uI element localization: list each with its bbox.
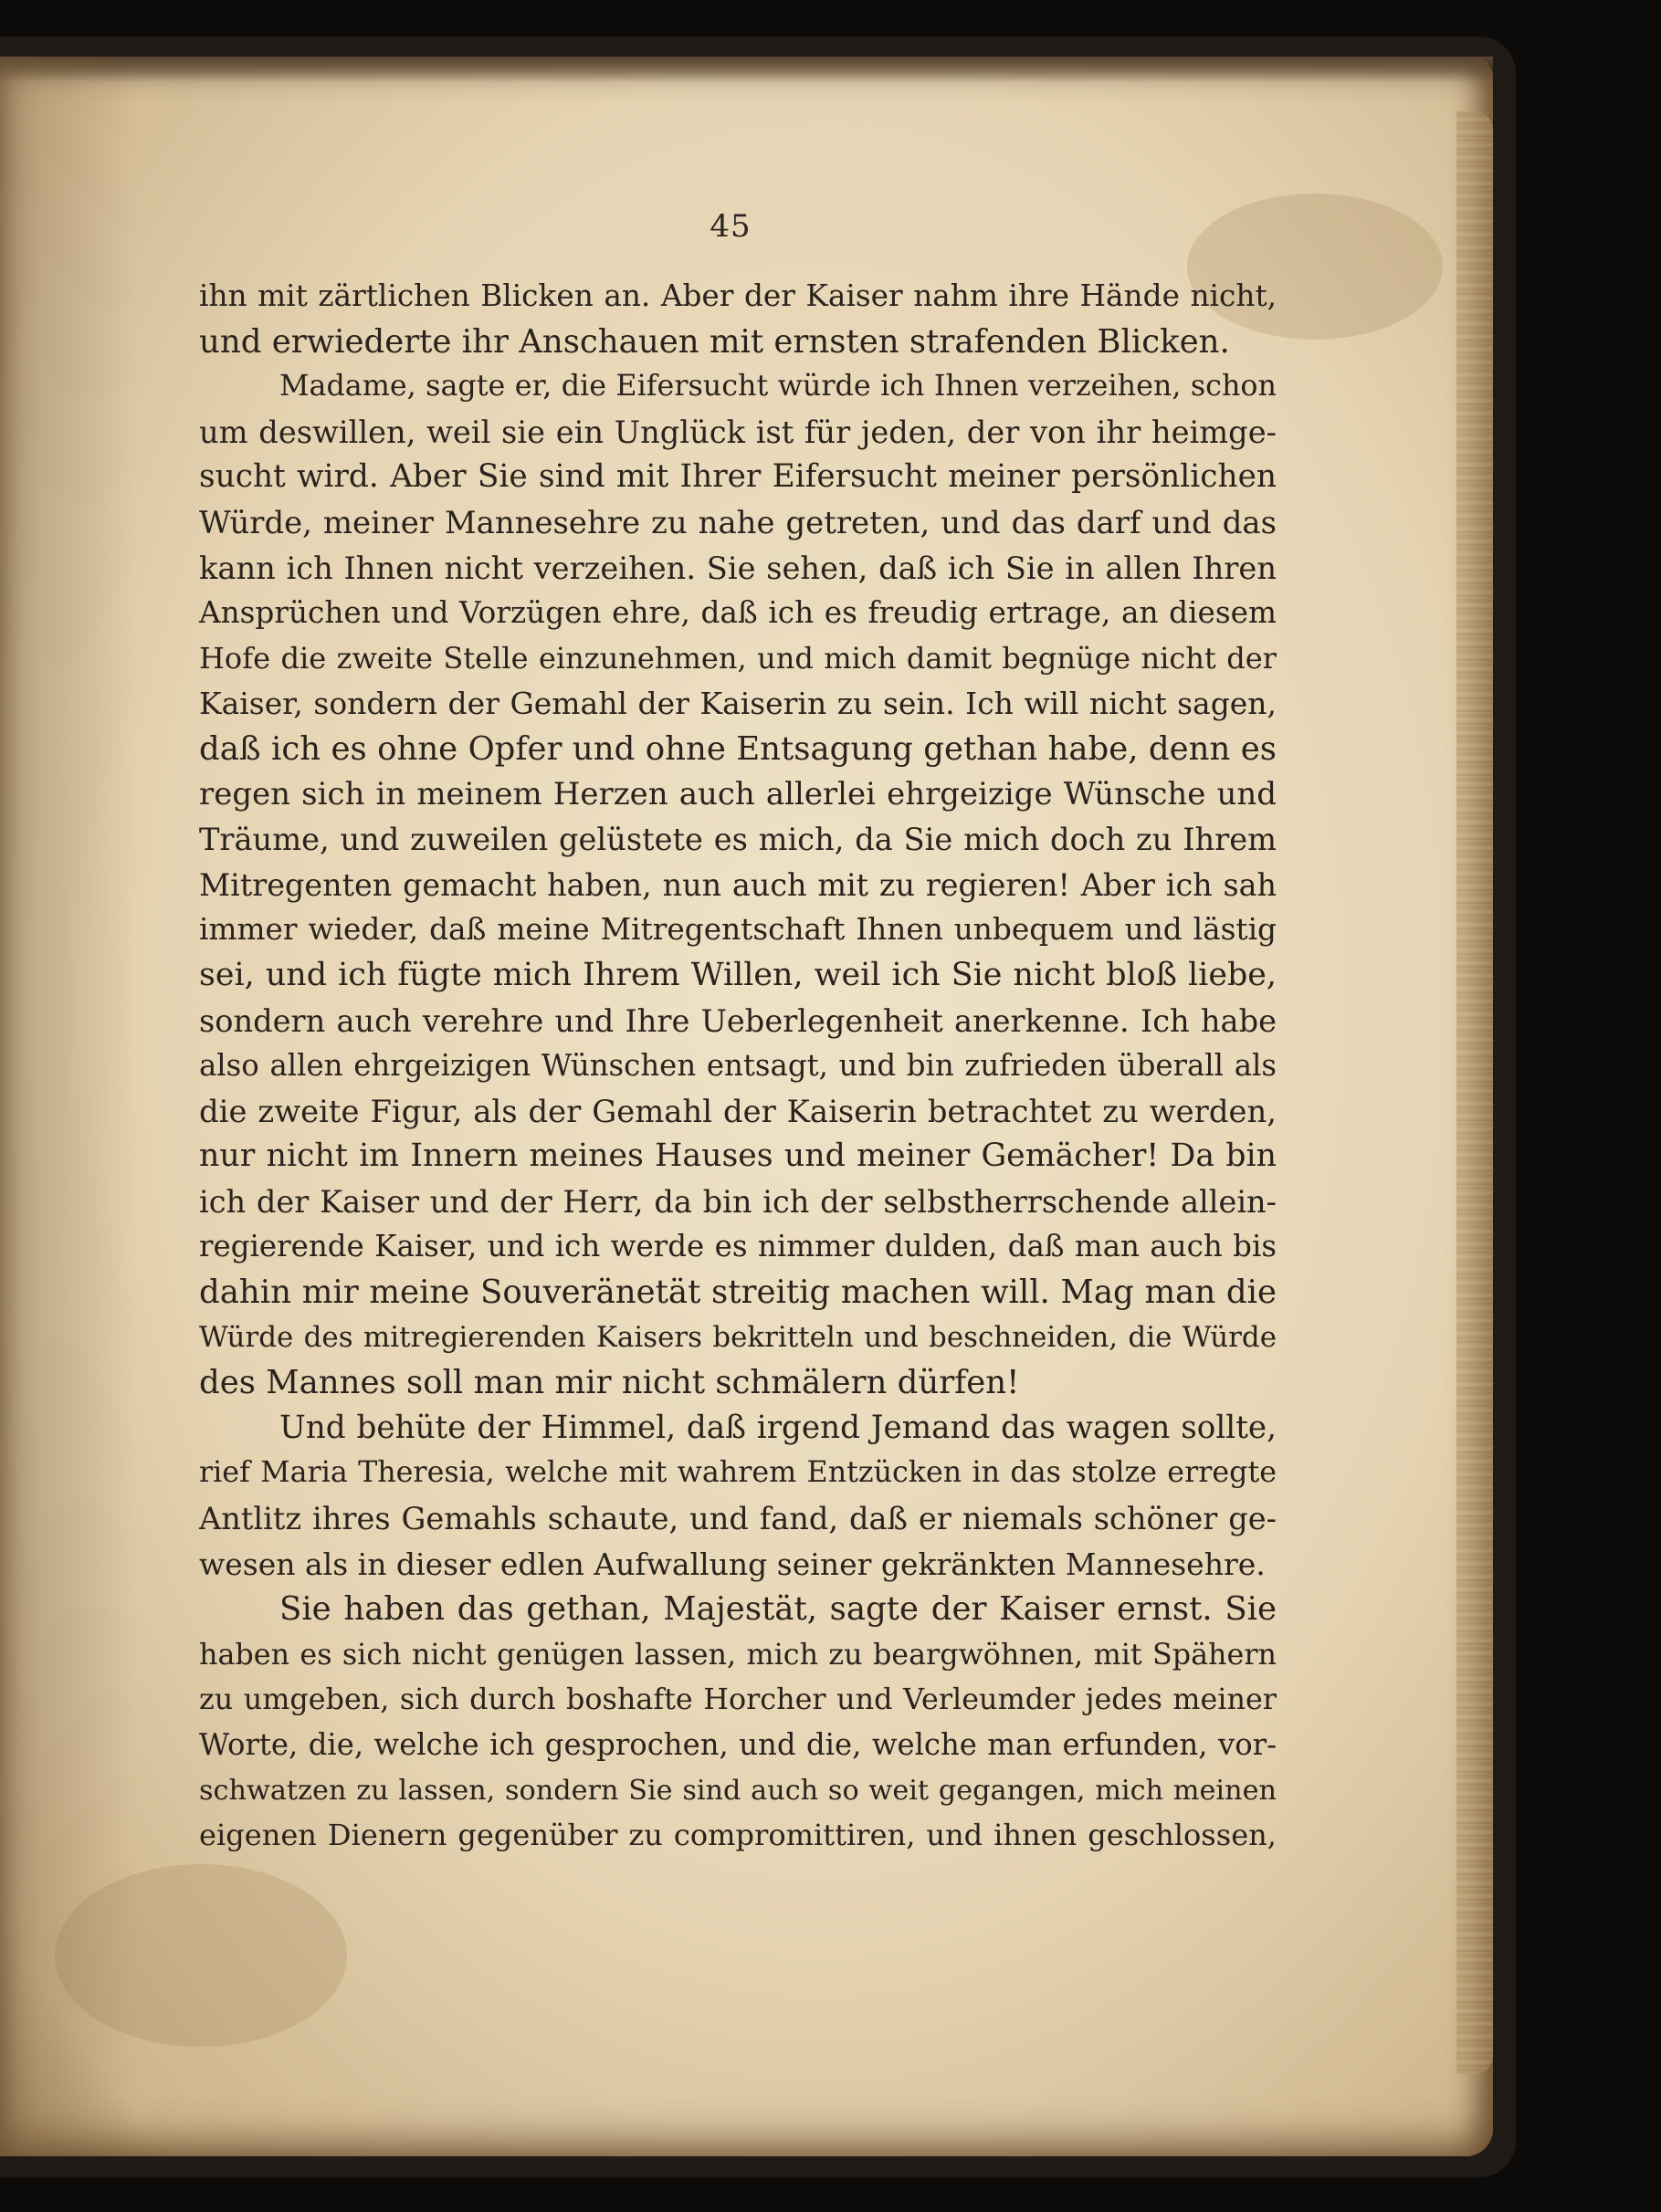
text-line: rief Maria Theresia, welche mit wahrem Entzücken in das stolze erregte — [199, 1456, 1277, 1490]
text-line: Träume, und zuweilen gelüstete es mich, da Sie mich doch zu Ihrem — [199, 822, 1277, 858]
text-line: ihn mit zärtlichen Blicken an. Aber der Kaiser nahm ihre Hände nicht, — [199, 278, 1277, 313]
text-line: sucht wird. Aber Sie sind mit Ihrer Eifersucht meiner persönlichen — [199, 458, 1277, 496]
body-text — [199, 274, 1277, 1859]
text-line: ich der Kaiser und der Herr, da bin ich der selbstherrschende allein- — [199, 1183, 1277, 1220]
text-line: Sie haben das gethan, Majestät, sagte der Kaiser ernst. Sie — [279, 1590, 1277, 1629]
text-line: kann ich Ihnen nicht verzeihen. Sie sehen, daß ich Sie in allen Ihren — [199, 550, 1277, 586]
text-line: dahin mir meine Souveränetät streitig machen will. Mag man die — [199, 1274, 1277, 1312]
text-line: des Mannes soll man mir nicht schmälern dürfen! — [199, 1364, 1020, 1402]
text-line: um deswillen, weil sie ein Unglück ist für jeden, der von ihr heimge- — [199, 414, 1277, 450]
paper-stain — [55, 1864, 347, 2047]
text-line: Kaiser, sondern der Gemahl der Kaiserin zu sein. Ich will nicht sagen, — [199, 686, 1277, 722]
text-line: die zweite Figur, als der Gemahl der Kaiserin betrachtet zu werden, — [199, 1093, 1277, 1129]
text-line: immer wieder, daß meine Mitregentschaft Ihnen unbequem und lästig — [199, 912, 1277, 948]
text-line: Antlitz ihres Gemahls schaute, und fand, daß er niemals schöner ge- — [199, 1501, 1277, 1537]
page-top-edge — [0, 57, 1493, 82]
text-line: Worte, die, welche ich gesprochen, und die, welche man erfunden, vor- — [199, 1727, 1277, 1762]
page-number: 45 — [710, 208, 752, 245]
text-line: Ansprüchen und Vorzügen ehre, daß ich es freudig ertrage, an diesem — [199, 595, 1277, 631]
text-line: zu umgeben, sich durch boshafte Horcher und Verleumder jedes meiner — [199, 1682, 1277, 1717]
text-line: schwatzen zu lassen, sondern Sie sind auch so weit gegangen, mich meinen — [199, 1774, 1277, 1807]
text-line: sei, und ich fügte mich Ihrem Willen, weil ich Sie nicht bloß liebe, — [199, 956, 1277, 993]
text-line: regen sich in meinem Herzen auch allerlei ehrgeizige Wünsche und — [199, 775, 1277, 812]
text-line: regierende Kaiser, und ich werde es nimmer dulden, daß man auch bis — [199, 1229, 1277, 1264]
text-line: daß ich es ohne Opfer und ohne Entsagung gethan habe, denn es — [199, 729, 1277, 768]
page-gutter — [0, 57, 137, 2156]
text-line: eigenen Dienern gegenüber zu compromittiren, und ihnen geschlossen, — [199, 1818, 1277, 1853]
text-line: also allen ehrgeizigen Wünschen entsagt, und bin zufrieden überall als — [199, 1048, 1277, 1084]
text-line: nur nicht im Innern meines Hauses und meiner Gemächer! Da bin — [199, 1137, 1277, 1175]
text-line: Würde des mitregierenden Kaisers bekritteln und beschneiden, die Würde — [199, 1320, 1277, 1354]
text-line: Mitregenten gemacht haben, nun auch mit zu regieren! Aber ich sah — [199, 866, 1277, 903]
text-line: und erwiederte ihr Anschauen mit ernsten strafenden Blicken. — [199, 322, 1230, 361]
text-line: Und behüte der Himmel, daß irgend Jemand das wagen sollte, — [279, 1409, 1277, 1446]
text-line: sondern auch verehre und Ihre Ueberlegenheit anerkenne. Ich habe — [199, 1002, 1277, 1039]
text-line: Würde, meiner Mannesehre zu nahe getreten, und das darf und das — [199, 504, 1277, 540]
text-line: Hofe die zweite Stelle einzunehmen, und mich damit begnüge nicht der — [199, 640, 1277, 676]
text-line: wesen als in dieser edlen Aufwallung seiner gekränkten Mannesehre. — [199, 1546, 1266, 1582]
page-fore-edge — [1456, 111, 1493, 2074]
text-line: Madame, sagte er, die Eifersucht würde ich Ihnen verzeihen, schon — [279, 370, 1277, 404]
text-line: haben es sich nicht genügen lassen, mich zu beargwöhnen, mit Spähern — [199, 1637, 1277, 1672]
